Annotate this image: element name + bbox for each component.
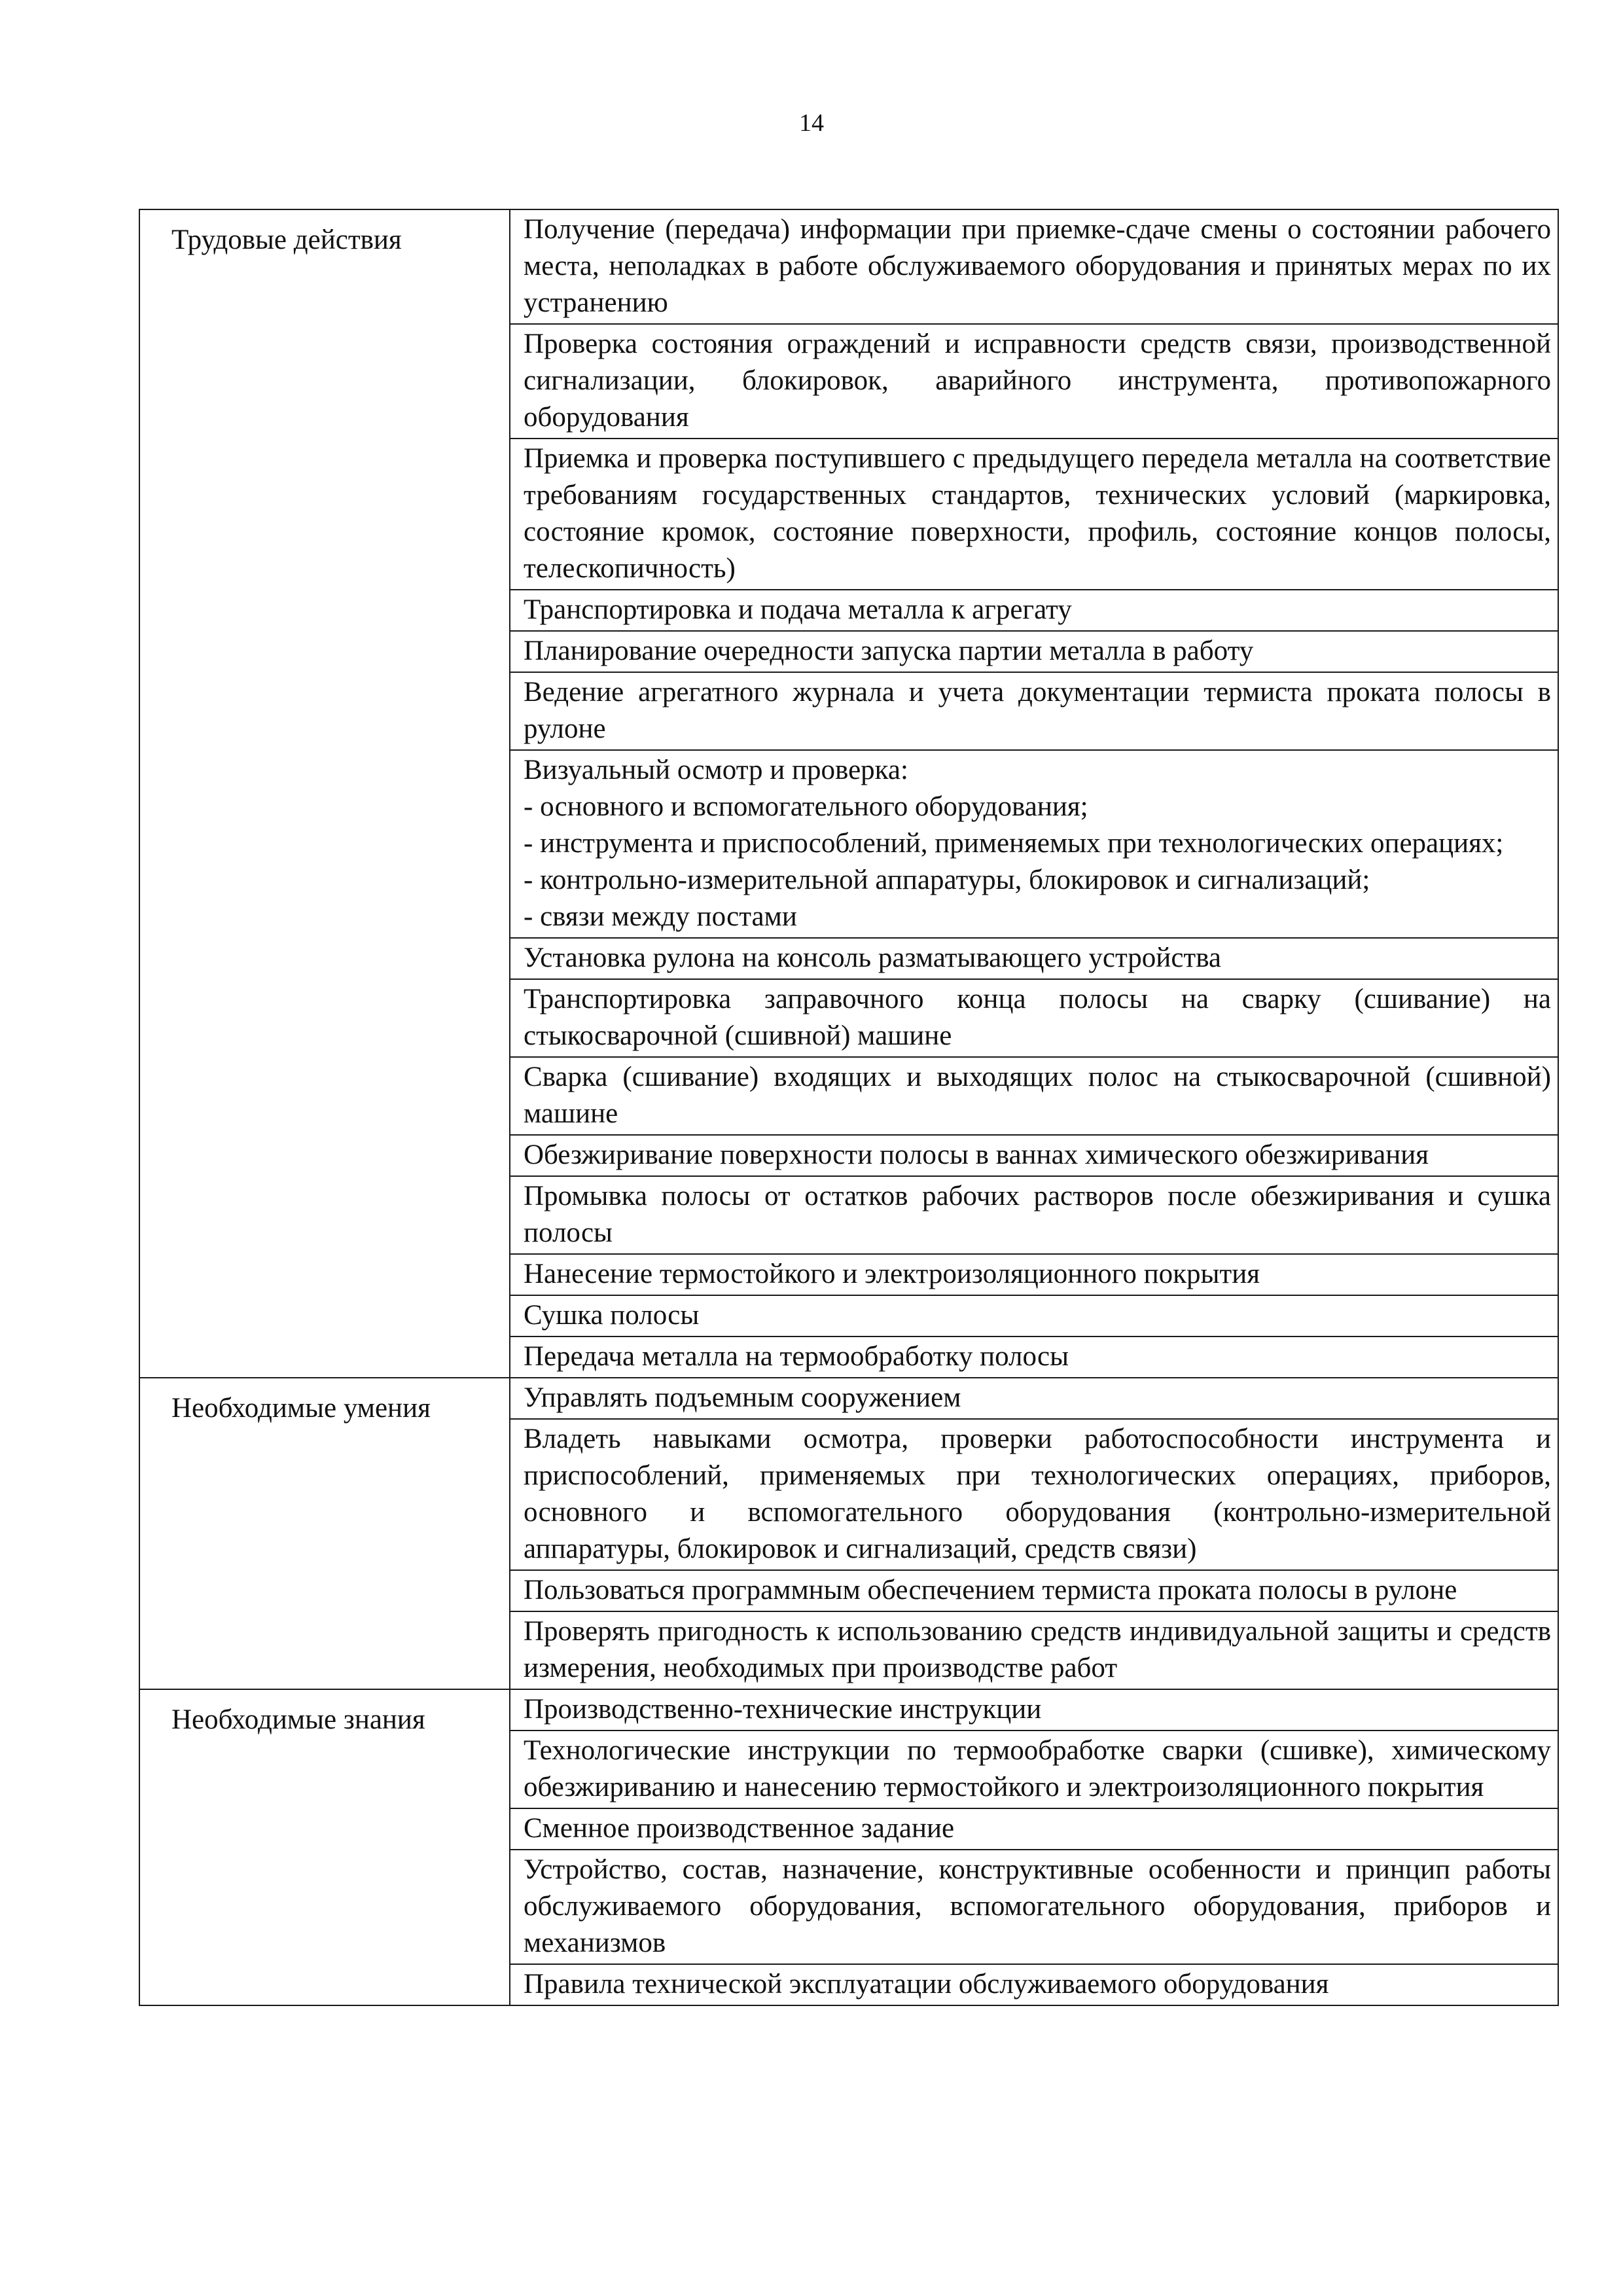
table-item: Передача металла на термообработку полосы bbox=[524, 1341, 1069, 1372]
page-number: 14 bbox=[799, 109, 824, 137]
table-item: Управлять подъемным сооружением bbox=[510, 1378, 1558, 1420]
table-item: Установка рулона на консоль разматывающего устройства bbox=[510, 939, 1558, 980]
table-item: Технологические инструкции по термообработке сварки (сшивке), химическому обезжириванию и нанесению термостойкого и электроизоляционного покрытия bbox=[510, 1731, 1558, 1809]
table-item: Правила технической эксплуатации обслуживаемого оборудования bbox=[524, 1969, 1329, 2000]
table-item: Проверка состояния ограждений и исправности средств связи, производственной сигнализации, блокировок, аварийного инструмента, противопожарного оборудования bbox=[510, 325, 1558, 439]
section-label: Необходимые умения bbox=[139, 1378, 510, 1689]
table-item: Пользоваться программным обеспечением термиста проката полосы в рулоне bbox=[510, 1571, 1558, 1612]
section-items bbox=[510, 1689, 1558, 2005]
qualification-table bbox=[139, 209, 1559, 2006]
table-item: Сменное производственное задание bbox=[510, 1809, 1558, 1850]
table-item: Получение (передача) информации при приемке-сдаче смены о состоянии рабочего места, неполадках в работе обслуживаемого оборудования и принятых мерах по их устранению bbox=[510, 210, 1558, 325]
table-item: Транспортировка заправочного конца полосы на сварку (сшивание) на стыкосварочной (сшивной) машине bbox=[510, 980, 1558, 1058]
section-items bbox=[510, 209, 1558, 1378]
section-row-required-skills bbox=[139, 1378, 1558, 1689]
table-item: Устройство, состав, назначение, конструктивные особенности и принцип работы обслуживаемого оборудования, вспомогательного оборудования, приборов и механизмов bbox=[510, 1850, 1558, 1965]
section-row-required-knowledge bbox=[139, 1689, 1558, 2005]
table-item: Промывка полосы от остатков рабочих растворов после обезжиривания и сушка полосы bbox=[510, 1177, 1558, 1255]
section-items bbox=[510, 1378, 1558, 1689]
table-item: Владеть навыками осмотра, проверки работоспособности инструмента и приспособлений, применяемых при технологических операциях, приборов, основного и вспомогательного оборудования (контрольно-измерительной аппаратуры, блокировок и сигнализаций, средств связи) bbox=[510, 1420, 1558, 1571]
table-item: Сушка полосы bbox=[510, 1296, 1558, 1337]
table-item: Сварка (сшивание) входящих и выходящих полос на стыкосварочной (сшивной) машине bbox=[510, 1058, 1558, 1136]
section-row-labor-actions bbox=[139, 209, 1558, 1378]
table-item: Транспортировка и подача металла к агрегату bbox=[510, 590, 1558, 632]
table-item: Производственно-технические инструкции bbox=[510, 1690, 1558, 1731]
table-item: Планирование очередности запуска партии металла в работу bbox=[510, 632, 1558, 673]
table-item: Нанесение термостойкого и электроизоляционного покрытия bbox=[510, 1255, 1558, 1296]
section-label: Трудовые действия bbox=[139, 209, 510, 1378]
table-item: Визуальный осмотр и проверка: - основного и вспомогательного оборудования; - инструмента и приспособлений, применяемых при технологических операциях; - контрольно-измерительной аппаратуры, блокировок и сигнализаций; - связи между постами bbox=[510, 751, 1558, 939]
table-item: Проверять пригодность к использованию средств индивидуальной защиты и средств измерения, необходимых при производстве работ bbox=[524, 1616, 1551, 1683]
section-label: Необходимые знания bbox=[139, 1689, 510, 2005]
table-item: Приемка и проверка поступившего с предыдущего передела металла на соответствие требованиям государственных стандартов, технических условий (маркировка, состояние кромок, состояние поверхности, профиль, состояние концов полосы, телескопичность) bbox=[510, 439, 1558, 590]
table-item: Ведение агрегатного журнала и учета документации термиста проката полосы в рулоне bbox=[510, 673, 1558, 751]
table-item: Обезжиривание поверхности полосы в ваннах химического обезжиривания bbox=[510, 1136, 1558, 1177]
